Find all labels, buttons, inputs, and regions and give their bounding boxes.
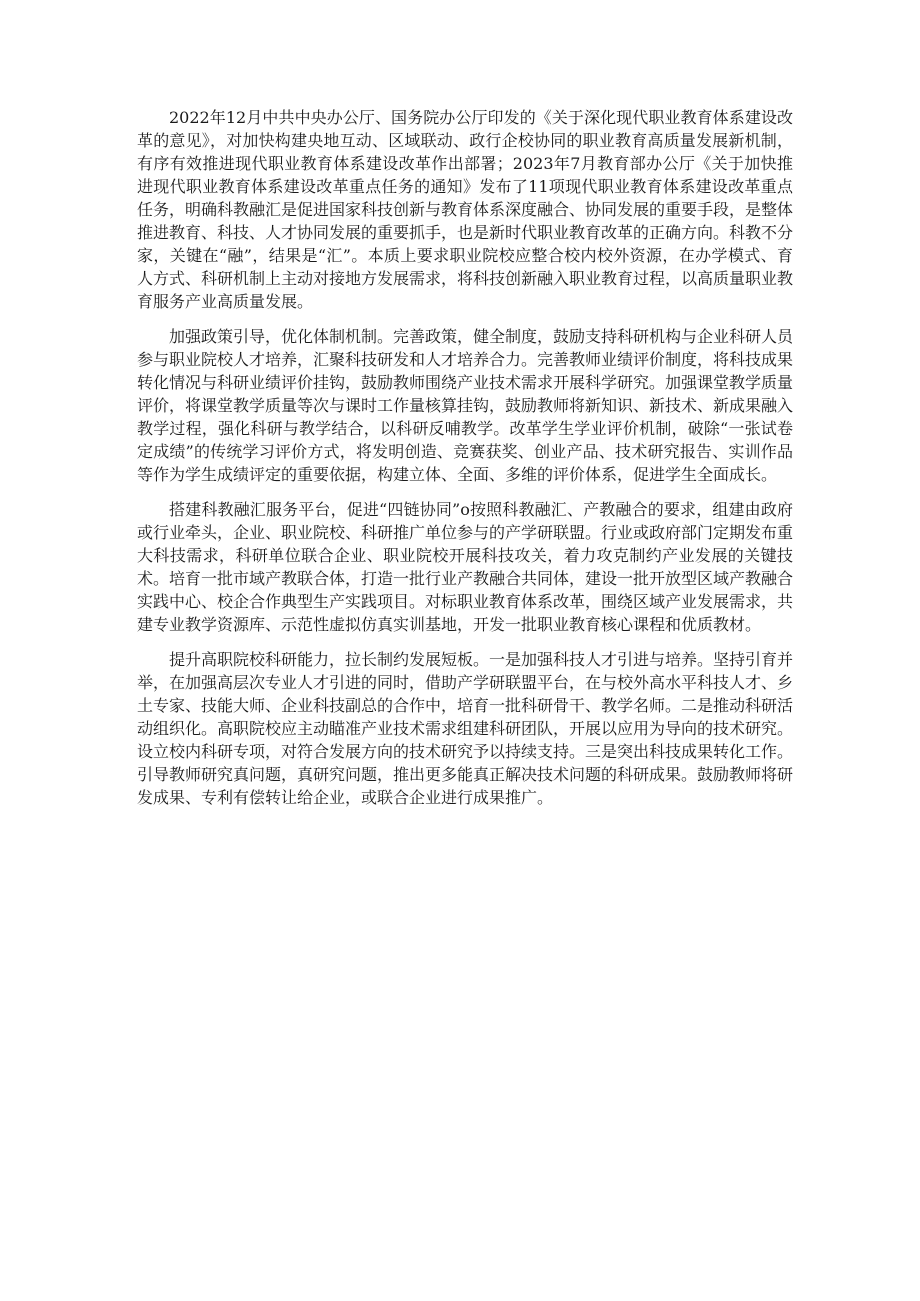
document-body <box>137 106 793 821</box>
paragraph-1: 2022年12月中共中央办公厅、国务院办公厅印发的《关于深化现代职业教育体系建设改革的意见》，对加快构建央地互动、区域联动、政行企校协同的职业教育高质量发展新机制，有序有效推进现代职业教育体系建设改革作出部署；2023年7月教育部办公厅《关于加快推进现代职业教育体系建设改革重点任务的通知》发布了11项现代职业教育体系建设改革重点任务，明确科教融汇是促进国家科技创新与教育体系深度融合、协同发展的重要手段，是整体推进教育、科技、人才协同发展的重要抓手，也是新时代职业教育改革的正确方向。科教不分家，关键在“融”，结果是“汇”。本质上要求职业院校应整合校内校外资源，在办学模式、育人方式、科研机制上主动对接地方发展需求，将科技创新融入职业教育过程，以高质量职业教育服务产业高质量发展。 <box>137 108 794 311</box>
paragraph-3: 搭建科教融汇服务平台，促进“四链协同”o按照科教融汇、产教融合的要求，组建由政府或行业牵头，企业、职业院校、科研推广单位参与的产学研联盟。行业或政府部门定期发布重大科技需求，科研单位联合企业、职业院校开展科技攻关，着力攻克制约产业发展的关键技术。培育一批市域产教联合体，打造一批行业产教融合共同体，建设一批开放型区域产教融合实践中心、校企合作典型生产实践项目。对标职业教育体系改革，围绕区域产业发展需求，共建专业教学资源库、示范性虚拟仿真实训基地，开发一批职业教育核心课程和优质教材。 <box>137 500 794 634</box>
paragraph-2: 加强政策引导，优化体制机制。完善政策，健全制度，鼓励支持科研机构与企业科研人员参与职业院校人才培养，汇聚科技研发和人才培养合力。完善教师业绩评价制度，将科技成果转化情况与科研业绩评价挂钩，鼓励教师围绕产业技术需求开展科学研究。加强课堂教学质量评价，将课堂教学质量等次与课时工作量核算挂钩，鼓励教师将新知识、新技术、新成果融入教学过程，强化科研与教学结合，以科研反哺教学。改革学生学业评价机制，破除“一张试卷定成绩”的传统学习评价方式，将发明创造、竞赛获奖、创业产品、技术研究报告、实训作品等作为学生成绩评定的重要依据，构建立体、全面、多维的评价体系，促进学生全面成长。 <box>137 327 794 484</box>
paragraph-4: 提升高职院校科研能力，拉长制约发展短板。一是加强科技人才引进与培养。坚持引育并举，在加强高层次专业人才引进的同时，借助产学研联盟平台，在与校外高水平科技人才、乡土专家、技能大师、企业科技副总的合作中，培育一批科研骨干、教学名师。二是推动科研活动组织化。高职院校应主动瞄准产业技术需求组建科研团队，开展以应用为导向的技术研究。设立校内科研专项，对符合发展方向的技术研究予以持续支持。三是突出科技成果转化工作。引导教师研究真问题，真研究问题，推出更多能真正解决技术问题的科研成果。鼓励教师将研发成果、专利有偿转让给企业，或联合企业进行成果推广。 <box>137 650 794 807</box>
